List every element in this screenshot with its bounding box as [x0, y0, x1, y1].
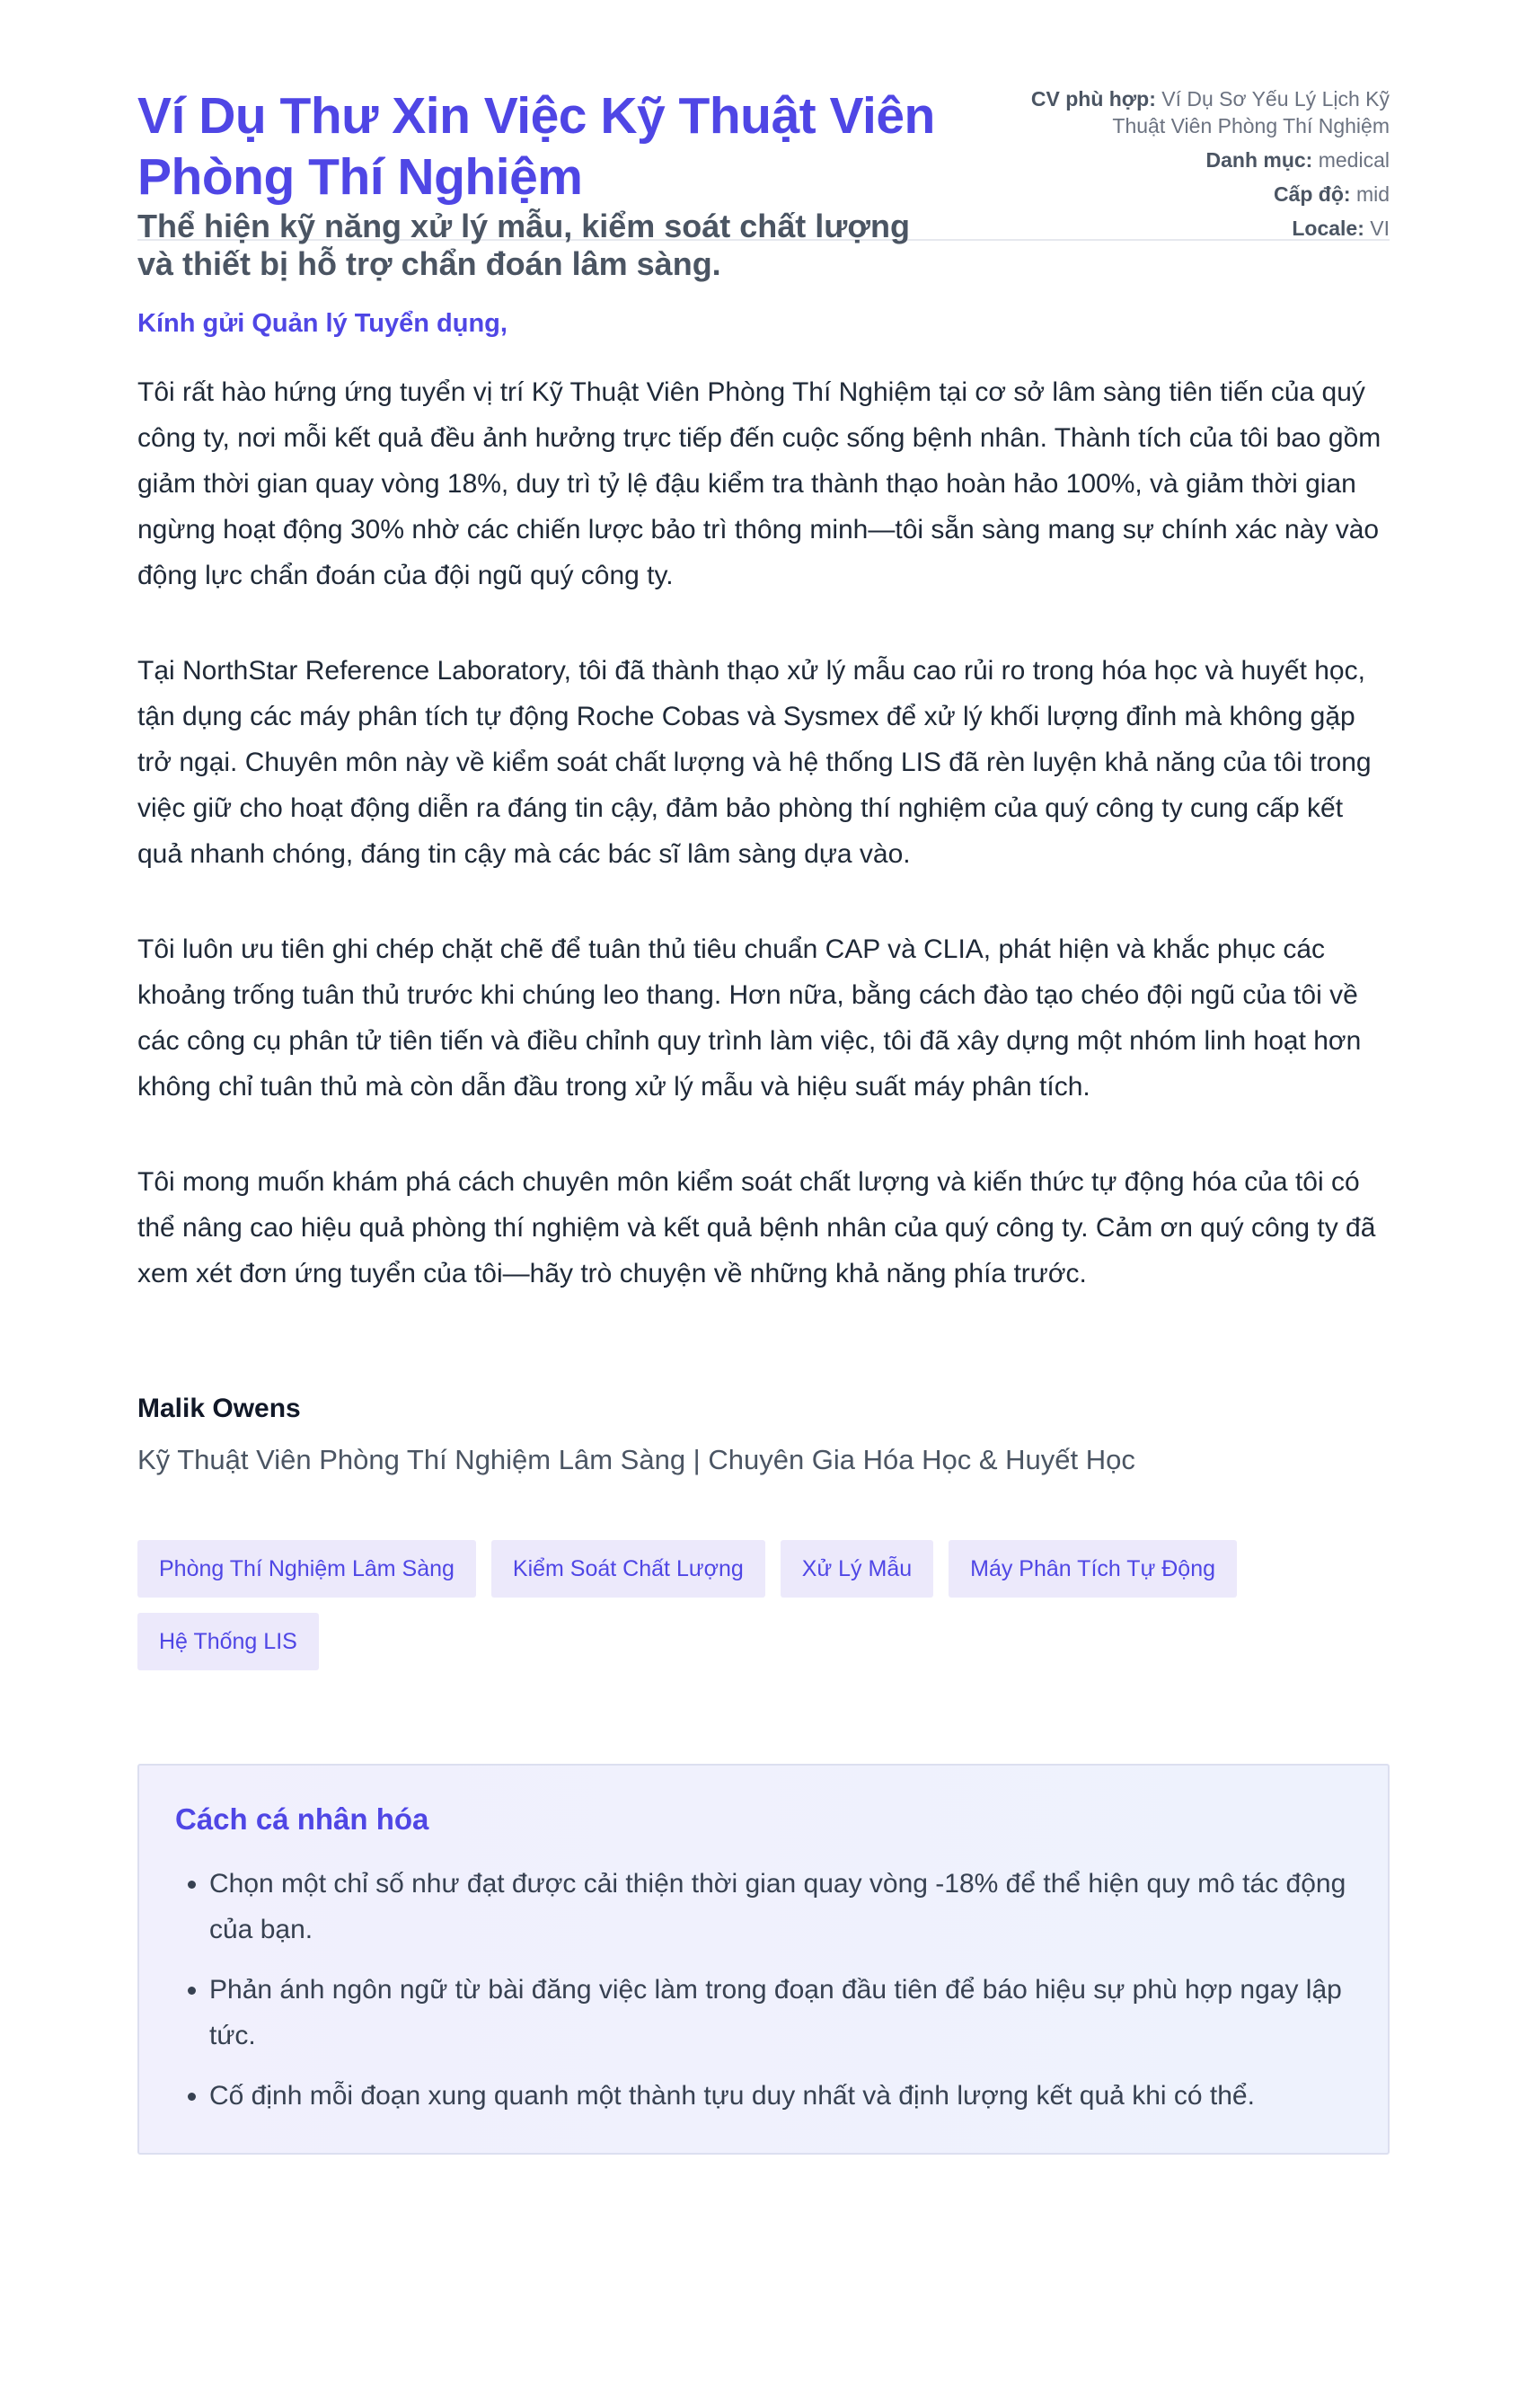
tip-item: • Chọn một chỉ số như đạt được cải thiện thời gian quay vòng -18% để thể hiện quy mô tác động của bạn.: [209, 1861, 1352, 1952]
signature-name: Malik Owens: [137, 1394, 301, 1423]
tag: Phòng Thí Nghiệm Lâm Sàng: [137, 1540, 476, 1598]
meta-value: VI: [1370, 217, 1390, 240]
meta-value: Ví Dụ Sơ Yếu Lý Lịch Kỹ Thuật Viên Phòng Thí Nghiệm: [1112, 87, 1390, 137]
tip-item: • Phản ánh ngôn ngữ từ bài đăng việc làm trong đoạn đầu tiên để báo hiệu sự phù hợp ngay lập tức.: [209, 1967, 1352, 2058]
meta-row-locale: [976, 215, 1390, 242]
personalization-tips-box: [137, 1764, 1390, 2155]
meta-panel: [976, 85, 1390, 249]
tag-list: [137, 1540, 1305, 1670]
signature-role: Kỹ Thuật Viên Phòng Thí Nghiệm Lâm Sàng | Chuyên Gia Hóa Học & Huyết Học: [137, 1444, 1135, 1475]
tag: Kiểm Soát Chất Lượng: [491, 1540, 765, 1598]
meta-key: CV phù hợp:: [1030, 87, 1156, 111]
page-title: Ví Dụ Thư Xin Việc Kỹ Thuật Viên Phòng Thí Nghiệm: [137, 87, 935, 206]
document-header: [137, 0, 1390, 282]
letter-paragraph: Tôi mong muốn khám phá cách chuyên môn kiểm soát chất lượng và kiến thức tự động hóa của tôi có thể nâng cao hiệu quả phòng thí nghiệm và kết quả bệnh nhân của quý công ty. Cảm ơn quý công ty đã xem xét đơn ứng tuyển của tôi—hãy trò chuyện về những khả năng phía trước.: [137, 1167, 1376, 1288]
meta-value: mid: [1355, 182, 1390, 206]
meta-value: medical: [1318, 148, 1390, 172]
tips-list: [175, 1861, 1352, 2119]
page-subtitle: Thể hiện kỹ năng xử lý mẫu, kiểm soát chất lượng và thiết bị hỗ trợ chẩn đoán lâm sàng.: [137, 208, 910, 282]
meta-row-cv: [976, 85, 1390, 139]
letter-paragraph: Tôi rất hào hứng ứng tuyển vị trí Kỹ Thuật Viên Phòng Thí Nghiệm tại cơ sở lâm sàng tiên tiến của quý công ty, nơi mỗi kết quả đều ảnh hưởng trực tiếp đến cuộc sống bệnh nhân. Thành tích của tôi bao gồm giảm thời gian quay vòng 18%, duy trì tỷ lệ đậu kiểm tra thành thạo hoàn hảo 100%, và giảm thời gian ngừng hoạt động 30% nhờ các chiến lược bảo trì thông minh—tôi sẵn sàng mang sự chính xác này vào động lực chẩn đoán của đội ngũ quý công ty.: [137, 377, 1381, 590]
letter-paragraph: Tại NorthStar Reference Laboratory, tôi đã thành thạo xử lý mẫu cao rủi ro trong hóa học và huyết học, tận dụng các máy phân tích tự động Roche Cobas và Sysmex để xử lý khối lượng đỉnh mà không gặp trở ngại. Chuyên môn này về kiểm soát chất lượng và hệ thống LIS đã rèn luyện khả năng của tôi trong việc giữ cho hoạt động diễn ra đáng tin cậy, đảm bảo phòng thí nghiệm của quý công ty cung cấp kết quả nhanh chóng, đáng tin cậy mà các bác sĩ lâm sàng dựa vào.: [137, 656, 1372, 869]
letter-paragraph: Tôi luôn ưu tiên ghi chép chặt chẽ để tuân thủ tiêu chuẩn CAP và CLIA, phát hiện và khắc phục các khoảng trống tuân thủ trước khi chúng leo thang. Hơn nữa, bằng cách đào tạo chéo đội ngũ của tôi về các công cụ phân tử tiên tiến và điều chỉnh quy trình làm việc, tôi đã xây dựng một nhóm linh hoạt hơn không chỉ tuân thủ mà còn dẫn đầu trong xử lý mẫu và hiệu suất máy phân tích.: [137, 934, 1362, 1102]
tag: Máy Phân Tích Tự Động: [949, 1540, 1237, 1598]
letter-body: [137, 305, 1390, 1479]
meta-row-category: [976, 146, 1390, 173]
tag: Xử Lý Mẫu: [781, 1540, 933, 1598]
tips-title: Cách cá nhân hóa: [175, 1802, 429, 1836]
tag: Hệ Thống LIS: [137, 1613, 319, 1670]
letter-greeting: Kính gửi Quản lý Tuyển dụng,: [137, 309, 508, 338]
meta-key: Danh mục:: [1205, 148, 1313, 172]
meta-row-level: [976, 181, 1390, 208]
meta-key: Cấp độ:: [1273, 182, 1351, 206]
meta-key: Locale:: [1292, 217, 1364, 240]
tip-item: • Cố định mỗi đoạn xung quanh một thành tựu duy nhất và định lượng kết quả khi có thể.: [209, 2073, 1352, 2119]
